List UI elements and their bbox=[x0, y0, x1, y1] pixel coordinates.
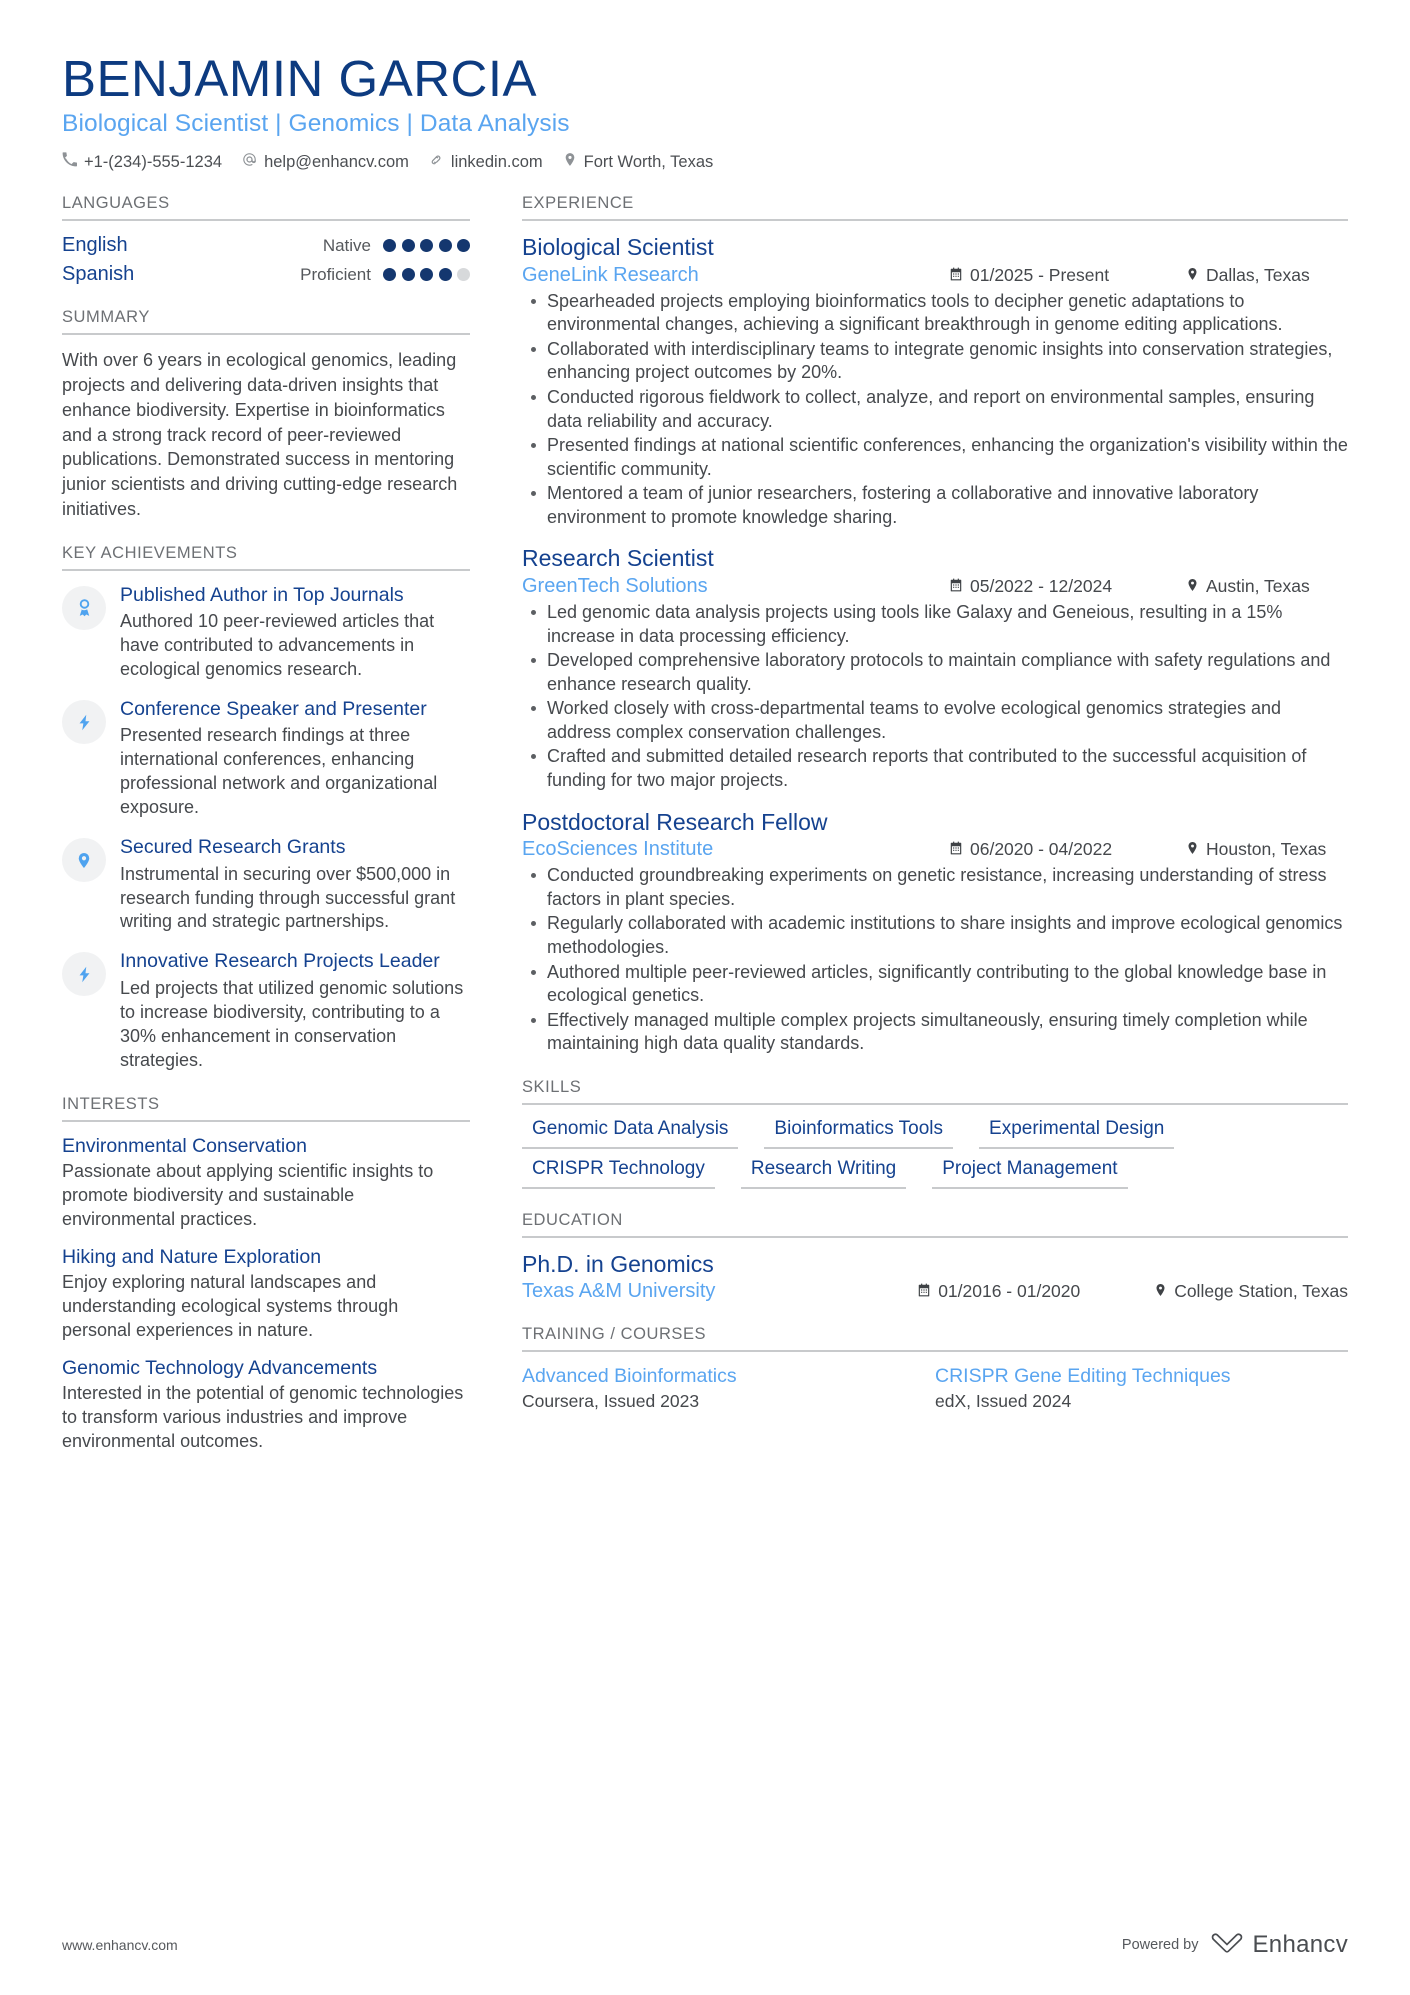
section-title-languages: LANGUAGES bbox=[62, 194, 470, 221]
contact-location-text: Fort Worth, Texas bbox=[583, 152, 714, 171]
job-title: Biological Scientist bbox=[522, 234, 714, 261]
lightning-bolt-icon bbox=[62, 700, 106, 744]
language-level: Proficient bbox=[300, 264, 371, 284]
education-location bbox=[1154, 1281, 1348, 1302]
contact-phone-text: +1-(234)-555-1234 bbox=[84, 152, 223, 171]
job-bullet: Authored multiple peer-reviewed articles, significantly contributing to the global knowledge base in ecological genetics. bbox=[544, 961, 1348, 1008]
skills-row bbox=[522, 1158, 1348, 1189]
summary-text: With over 6 years in ecological genomics, leading projects and delivering data-driven insights that enhance biodiversity. Expertise in bioinformatics and a strong track record of peer-reviewed publications. Demonstrated success in mentoring junior scientists and driving cutting-edge research initiatives. bbox=[62, 350, 458, 520]
achievement-item bbox=[62, 698, 470, 820]
achievement-item bbox=[62, 950, 470, 1072]
skills-list bbox=[522, 1118, 1348, 1189]
contact-bar bbox=[62, 152, 1348, 172]
job-bullet: Presented findings at national scientific conferences, enhancing the organization's visibility within the scientific community. bbox=[544, 434, 1348, 481]
job-location bbox=[1186, 576, 1348, 597]
skill-chip[interactable]: CRISPR Technology bbox=[522, 1158, 715, 1189]
achievement-title: Secured Research Grants bbox=[120, 836, 346, 859]
contact-linkedin-text: linkedin.com bbox=[450, 152, 543, 171]
achievement-item bbox=[62, 584, 470, 682]
job-bullet: Regularly collaborated with academic institutions to share insights and improve ecological genomics methodologies. bbox=[544, 912, 1348, 959]
enhancv-brand bbox=[1210, 1931, 1349, 1959]
job-date bbox=[949, 265, 1164, 286]
page-footer bbox=[62, 1931, 1348, 1959]
calendar-icon bbox=[949, 839, 963, 860]
job-company: EcoSciences Institute bbox=[522, 838, 714, 861]
skill-chip[interactable]: Project Management bbox=[932, 1158, 1127, 1189]
section-title-summary: SUMMARY bbox=[62, 308, 470, 335]
language-item bbox=[62, 234, 470, 257]
section-languages bbox=[62, 194, 470, 286]
skill-chip[interactable]: Bioinformatics Tools bbox=[764, 1118, 953, 1149]
course-item bbox=[935, 1365, 1348, 1412]
right-column bbox=[522, 194, 1348, 1434]
job-location bbox=[1186, 839, 1348, 860]
job-bullet: Crafted and submitted detailed research reports that contributed to the successful acquisition of funding for two major projects. bbox=[544, 745, 1348, 792]
section-title-experience: EXPERIENCE bbox=[522, 194, 1348, 221]
footer-powered-label: Powered by bbox=[1121, 1937, 1199, 1953]
achievement-description: Presented research findings at three international conferences, enhancing professional network and organizational exposure. bbox=[120, 725, 438, 818]
job-location-text: Austin, Texas bbox=[1206, 576, 1310, 597]
experience-item bbox=[522, 545, 1348, 792]
interest-description: Enjoy exploring natural landscapes and understanding ecological systems through personal experiences in nature. bbox=[62, 1272, 399, 1340]
job-bullet: Led genomic data analysis projects using tools like Galaxy and Geneious, resulting in a 15% increase in data processing efficiency. bbox=[544, 601, 1348, 648]
language-name: English bbox=[62, 234, 128, 257]
achievement-description: Instrumental in securing over $500,000 in research funding through successful grant writing and strategic partnerships. bbox=[120, 863, 456, 932]
job-location-text: Houston, Texas bbox=[1206, 839, 1327, 860]
language-item bbox=[62, 263, 470, 286]
enhancv-logo-icon bbox=[1210, 1932, 1244, 1959]
interest-item bbox=[62, 1357, 470, 1454]
footer-powered-by bbox=[1122, 1931, 1348, 1959]
calendar-icon bbox=[917, 1281, 931, 1302]
achievement-item bbox=[62, 836, 470, 934]
achievement-description: Authored 10 peer-reviewed articles that have contributed to advancements in ecological genomics research. bbox=[120, 611, 435, 680]
section-title-education: EDUCATION bbox=[522, 1211, 1348, 1238]
skill-chip[interactable]: Experimental Design bbox=[979, 1118, 1174, 1149]
job-bullet: Effectively managed multiple complex projects simultaneously, ensuring timely completion while maintaining high data quality standards. bbox=[544, 1009, 1348, 1056]
left-column bbox=[62, 194, 470, 1476]
job-location-text: Dallas, Texas bbox=[1206, 264, 1310, 285]
location-pin-icon bbox=[1186, 576, 1199, 597]
job-bullet: Spearheaded projects employing bioinformatics tools to decipher genetic adaptations to environmental changes, achieving a significant breakthrough in genome editing applications. bbox=[544, 290, 1348, 337]
contact-phone[interactable] bbox=[62, 152, 222, 172]
interest-title: Hiking and Nature Exploration bbox=[62, 1245, 322, 1268]
interest-title: Environmental Conservation bbox=[62, 1134, 307, 1157]
interest-item bbox=[62, 1135, 470, 1232]
job-bullets bbox=[522, 864, 1348, 1056]
location-pin-icon bbox=[563, 152, 577, 172]
interest-description: Passionate about applying scientific insights to promote biodiversity and sustainable environmental practices. bbox=[62, 1160, 434, 1229]
interest-title: Genomic Technology Advancements bbox=[62, 1356, 378, 1379]
job-title: Research Scientist bbox=[522, 545, 714, 572]
achievement-title: Innovative Research Projects Leader bbox=[120, 950, 440, 973]
language-rating-dots bbox=[383, 268, 470, 281]
skill-chip[interactable]: Research Writing bbox=[741, 1158, 906, 1189]
section-key-achievements bbox=[62, 544, 470, 1073]
job-bullet: Worked closely with cross-departmental teams to evolve ecological genomics strategies and address complex conservation challenges. bbox=[544, 697, 1348, 744]
job-meta bbox=[522, 264, 1348, 287]
education-degree: Ph.D. in Genomics bbox=[522, 1250, 714, 1277]
contact-email[interactable] bbox=[242, 152, 409, 172]
contact-email-text: help@enhancv.com bbox=[264, 152, 409, 171]
candidate-name: BENJAMIN GARCIA bbox=[62, 50, 538, 107]
job-date-text: 05/2022 - 12/2024 bbox=[970, 576, 1113, 597]
job-meta bbox=[522, 575, 1348, 598]
skill-chip[interactable]: Genomic Data Analysis bbox=[522, 1118, 738, 1149]
job-company: GreenTech Solutions bbox=[522, 575, 708, 598]
job-bullet: Collaborated with interdisciplinary teams to integrate genomic insights into conservation strategies, enhancing project outcomes by 20%. bbox=[544, 338, 1348, 385]
location-pin-icon bbox=[1186, 265, 1199, 286]
award-ribbon-icon bbox=[62, 586, 106, 630]
contact-location bbox=[563, 152, 714, 172]
location-pin-icon bbox=[1154, 1281, 1167, 1302]
job-meta bbox=[522, 838, 1348, 861]
interest-description: Interested in the potential of genomic technologies to transform various industries and improve environmental outcomes. bbox=[62, 1383, 464, 1452]
language-name: Spanish bbox=[62, 263, 135, 286]
section-experience bbox=[522, 194, 1348, 1056]
section-interests bbox=[62, 1095, 470, 1455]
course-name: Advanced Bioinformatics bbox=[522, 1365, 737, 1388]
job-bullet: Developed comprehensive laboratory protocols to maintain compliance with safety regulations and enhance research quality. bbox=[544, 649, 1348, 696]
job-date-text: 01/2025 - Present bbox=[970, 264, 1110, 285]
section-training-courses bbox=[522, 1325, 1348, 1412]
education-school: Texas A&M University bbox=[522, 1280, 716, 1303]
enhancv-brand-name: Enhancv bbox=[1252, 1931, 1348, 1958]
job-bullet: Conducted groundbreaking experiments on genetic resistance, increasing understanding of stress factors in plant species. bbox=[544, 864, 1348, 911]
achievement-title: Published Author in Top Journals bbox=[120, 583, 404, 606]
skills-row bbox=[522, 1118, 1348, 1149]
email-icon bbox=[242, 152, 257, 172]
phone-icon bbox=[62, 152, 77, 172]
lightning-bolt-icon bbox=[62, 952, 106, 996]
course-item bbox=[522, 1365, 935, 1412]
education-location-text: College Station, Texas bbox=[1174, 1281, 1348, 1302]
course-name: CRISPR Gene Editing Techniques bbox=[935, 1365, 1231, 1388]
section-skills bbox=[522, 1078, 1348, 1189]
section-title-key-achievements: KEY ACHIEVEMENTS bbox=[62, 544, 470, 571]
job-bullet: Mentored a team of junior researchers, fostering a collaborative and innovative laboratory environment to promote knowledge sharing. bbox=[544, 482, 1348, 529]
contact-linkedin[interactable] bbox=[429, 152, 543, 172]
section-summary bbox=[62, 308, 470, 522]
education-item bbox=[522, 1251, 1348, 1304]
section-title-skills: SKILLS bbox=[522, 1078, 1348, 1105]
job-location bbox=[1186, 265, 1348, 286]
link-icon bbox=[429, 152, 444, 172]
section-title-interests: INTERESTS bbox=[62, 1095, 470, 1122]
resume-columns bbox=[62, 194, 1348, 1476]
job-date-text: 06/2020 - 04/2022 bbox=[970, 839, 1113, 860]
languages-list bbox=[62, 234, 470, 286]
location-pin-icon bbox=[62, 838, 106, 882]
job-bullet: Conducted rigorous fieldwork to collect, analyze, and report on environmental samples, ensuring data reliability and accuracy. bbox=[544, 386, 1348, 433]
job-title: Postdoctoral Research Fellow bbox=[522, 808, 828, 835]
calendar-icon bbox=[949, 265, 963, 286]
interest-item bbox=[62, 1246, 470, 1343]
language-rating-dots bbox=[383, 239, 470, 252]
resume-header bbox=[62, 52, 1348, 172]
course-provider: Coursera, Issued 2023 bbox=[522, 1391, 700, 1412]
education-meta bbox=[522, 1280, 1348, 1303]
job-bullets bbox=[522, 290, 1348, 530]
section-title-training-courses: TRAINING / COURSES bbox=[522, 1325, 1348, 1352]
job-company: GeneLink Research bbox=[522, 263, 699, 286]
job-bullets bbox=[522, 601, 1348, 793]
candidate-headline: Biological Scientist | Genomics | Data Analysis bbox=[62, 110, 570, 138]
education-date-text: 01/2016 - 01/2020 bbox=[938, 1281, 1081, 1302]
experience-item bbox=[522, 809, 1348, 1056]
job-date bbox=[949, 839, 1164, 860]
course-provider: edX, Issued 2024 bbox=[935, 1391, 1072, 1412]
location-pin-icon bbox=[1186, 839, 1199, 860]
achievement-description: Led projects that utilized genomic solutions to increase biodiversity, contributing to a 30% enhancement in conservation strategies. bbox=[120, 977, 464, 1070]
experience-item bbox=[522, 234, 1348, 529]
footer-website[interactable]: www.enhancv.com bbox=[62, 1937, 178, 1953]
job-date bbox=[949, 576, 1164, 597]
courses-list bbox=[522, 1365, 1348, 1412]
education-date bbox=[917, 1281, 1132, 1302]
achievement-title: Conference Speaker and Presenter bbox=[120, 698, 427, 721]
language-level: Native bbox=[322, 235, 371, 255]
section-education bbox=[522, 1211, 1348, 1304]
calendar-icon bbox=[949, 576, 963, 597]
